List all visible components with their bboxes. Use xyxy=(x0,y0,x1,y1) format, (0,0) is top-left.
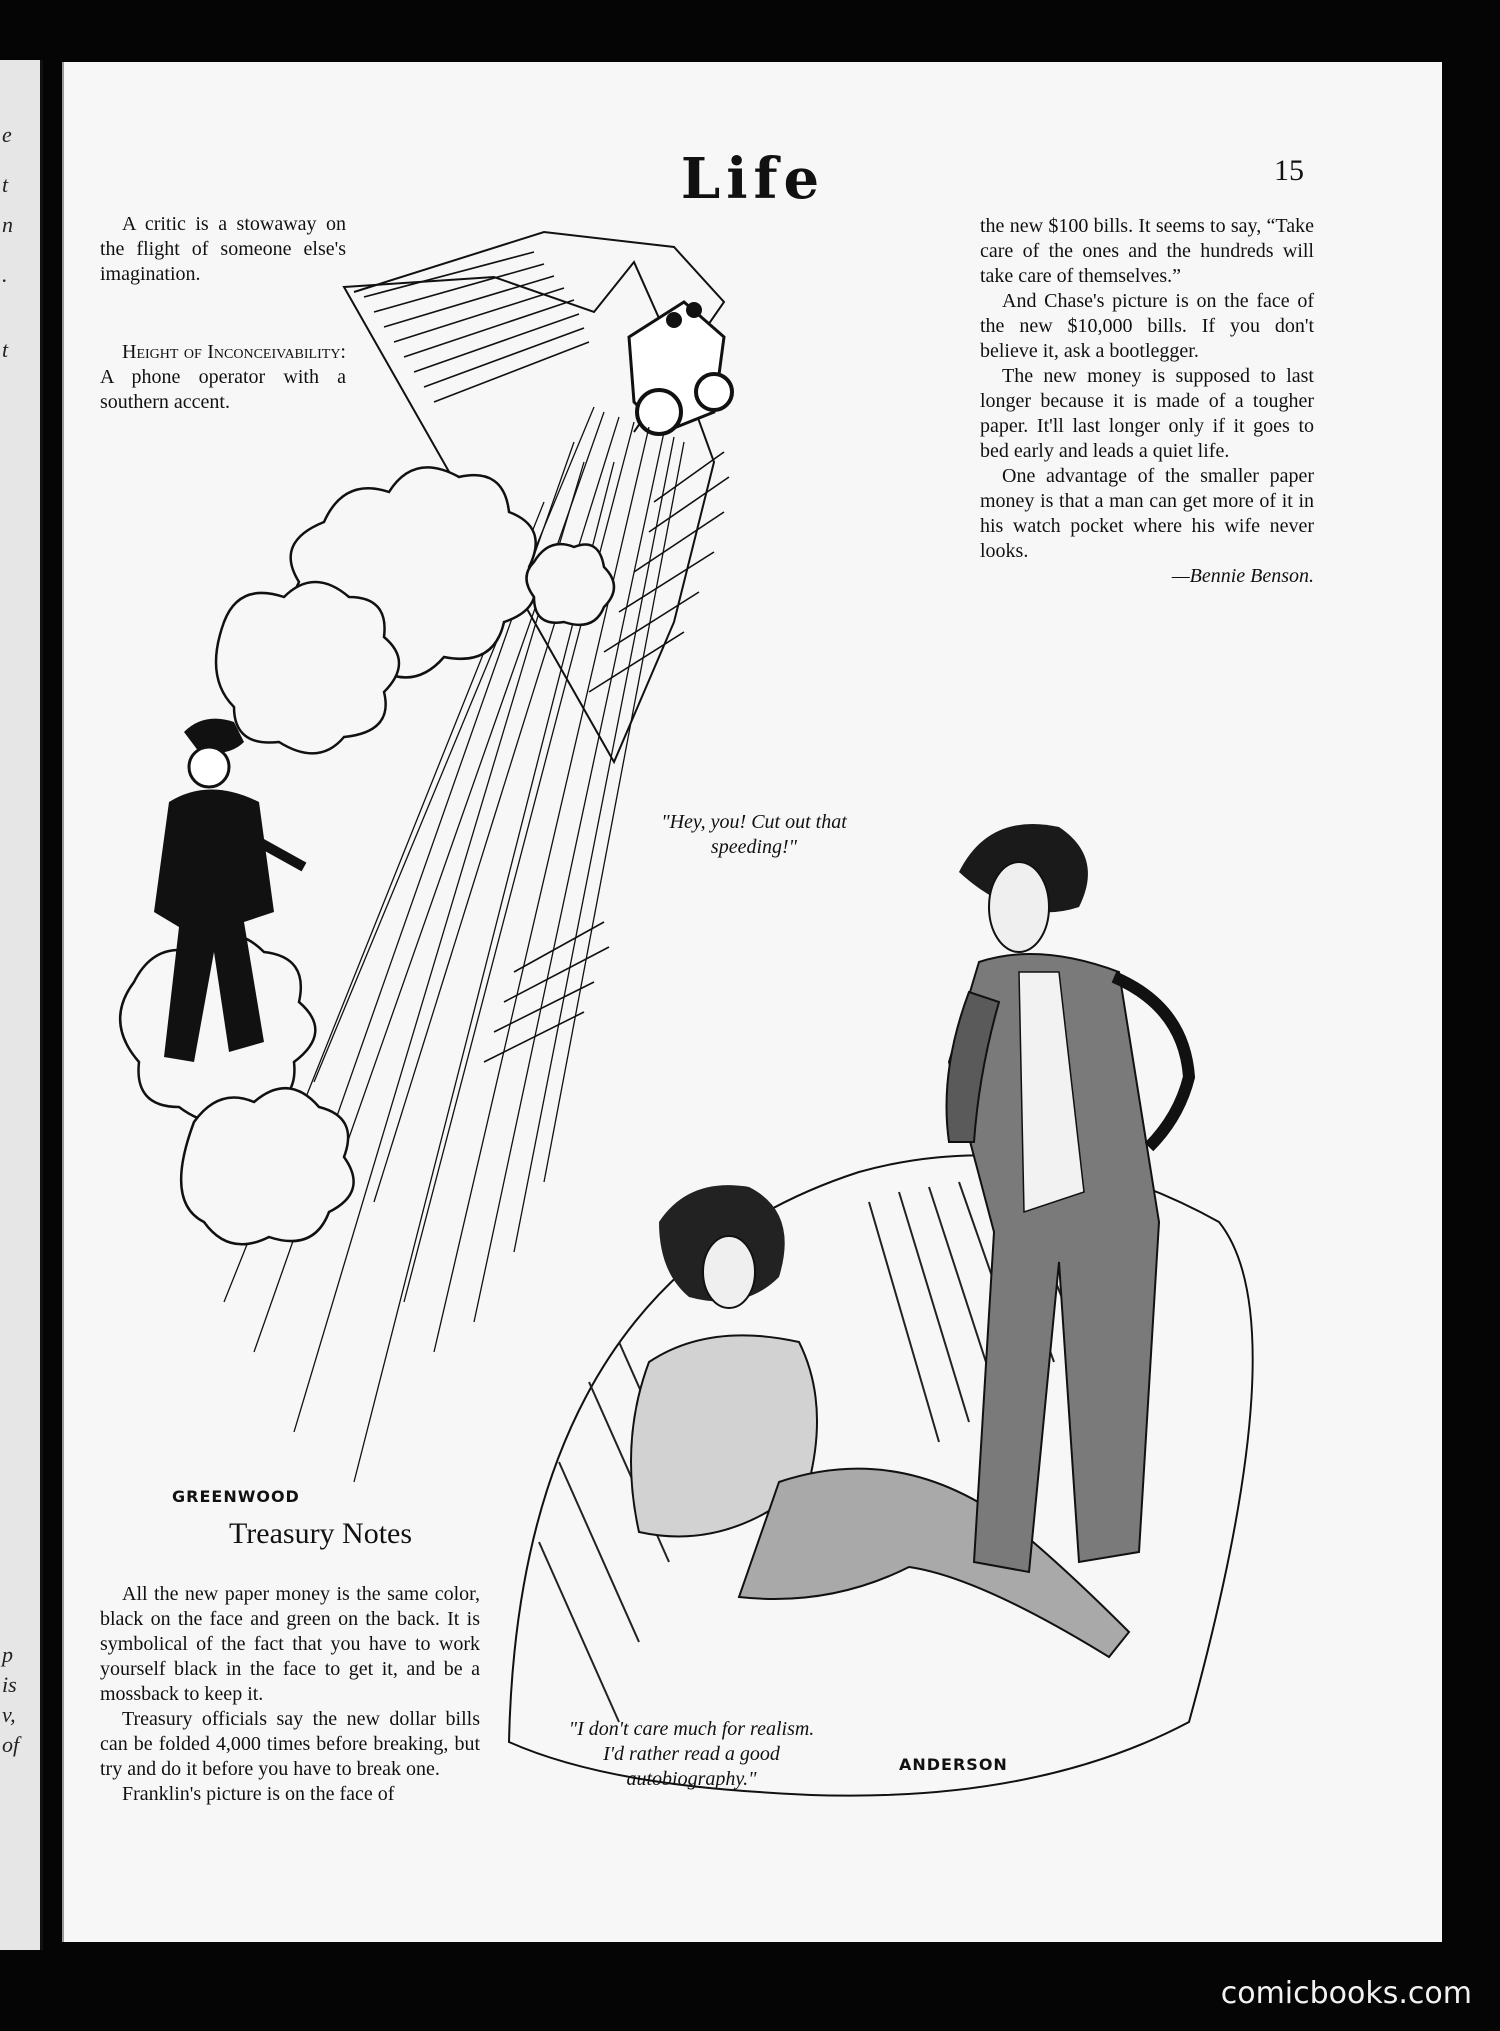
artist-signature: GREENWOOD xyxy=(172,1487,300,1506)
fragment-char: p xyxy=(2,1642,13,1667)
critic-quip-text: A critic is a stowaway on the flight of someone else's imagination. xyxy=(100,213,346,285)
article-title: Treasury Notes xyxy=(229,1517,413,1550)
paragraph: The new money is supposed to last longer because it is made of a tougher paper. It'll last longer only if it goes to bed early and leads a quiet life. xyxy=(980,365,1314,462)
fragment-char: . xyxy=(2,262,8,287)
two-women-illustration xyxy=(499,762,1334,1802)
byline: —Bennie Benson. xyxy=(1171,565,1314,587)
paragraph: the new $100 bills. It seems to say, “Take care of the ones and the hundreds will take care of themselves.” xyxy=(980,215,1314,287)
paragraph: And Chase's picture is on the face of the new $10,000 bills. If you don't believe it, ask a bootlegger. xyxy=(980,290,1314,362)
source-watermark: comicbooks.com xyxy=(1220,1976,1472,2011)
fragment-char: t xyxy=(2,337,9,362)
fragment-char: is xyxy=(2,1672,17,1697)
masthead: Life xyxy=(680,146,826,212)
adjacent-page-fragment xyxy=(0,60,43,1950)
artist-signature: ANDERSON xyxy=(899,1755,1008,1774)
treasury-notes-continued xyxy=(980,214,1314,589)
paragraph: One advantage of the smaller paper money is that a man can get more of it in his watch pocket where his wife never looks. xyxy=(980,465,1314,562)
fragment-char: of xyxy=(2,1732,20,1757)
women-illustration-caption: "I don't care much for realism. I'd rather read a good autobiography." xyxy=(568,1718,815,1790)
fragment-char: t xyxy=(2,172,9,197)
fragment-char: n xyxy=(2,212,13,237)
paragraph: Franklin's picture is on the face of xyxy=(122,1783,395,1805)
magazine-page xyxy=(62,62,1442,1942)
page-number: 15 xyxy=(1274,154,1304,187)
treasury-notes-article xyxy=(100,1582,480,1807)
quip-label: Height of Inconceivability: xyxy=(122,341,346,363)
paragraph: Treasury officials say the new dollar bills can be folded 4,000 times before breaking, but try and do it before you have to break one. xyxy=(100,1708,480,1780)
car-illustration-caption: "Hey, you! Cut out that speeding!" xyxy=(661,811,847,858)
paragraph: All the new paper money is the same color, black on the face and green on the back. It is symbolical of the fact that you have to work yourself black in the face to get it, and be a mossback to keep it. xyxy=(100,1583,480,1705)
fragment-char: v, xyxy=(2,1702,16,1727)
quip-body: A phone operator with a southern accent. xyxy=(100,366,346,413)
fragment-char: e xyxy=(2,122,12,147)
